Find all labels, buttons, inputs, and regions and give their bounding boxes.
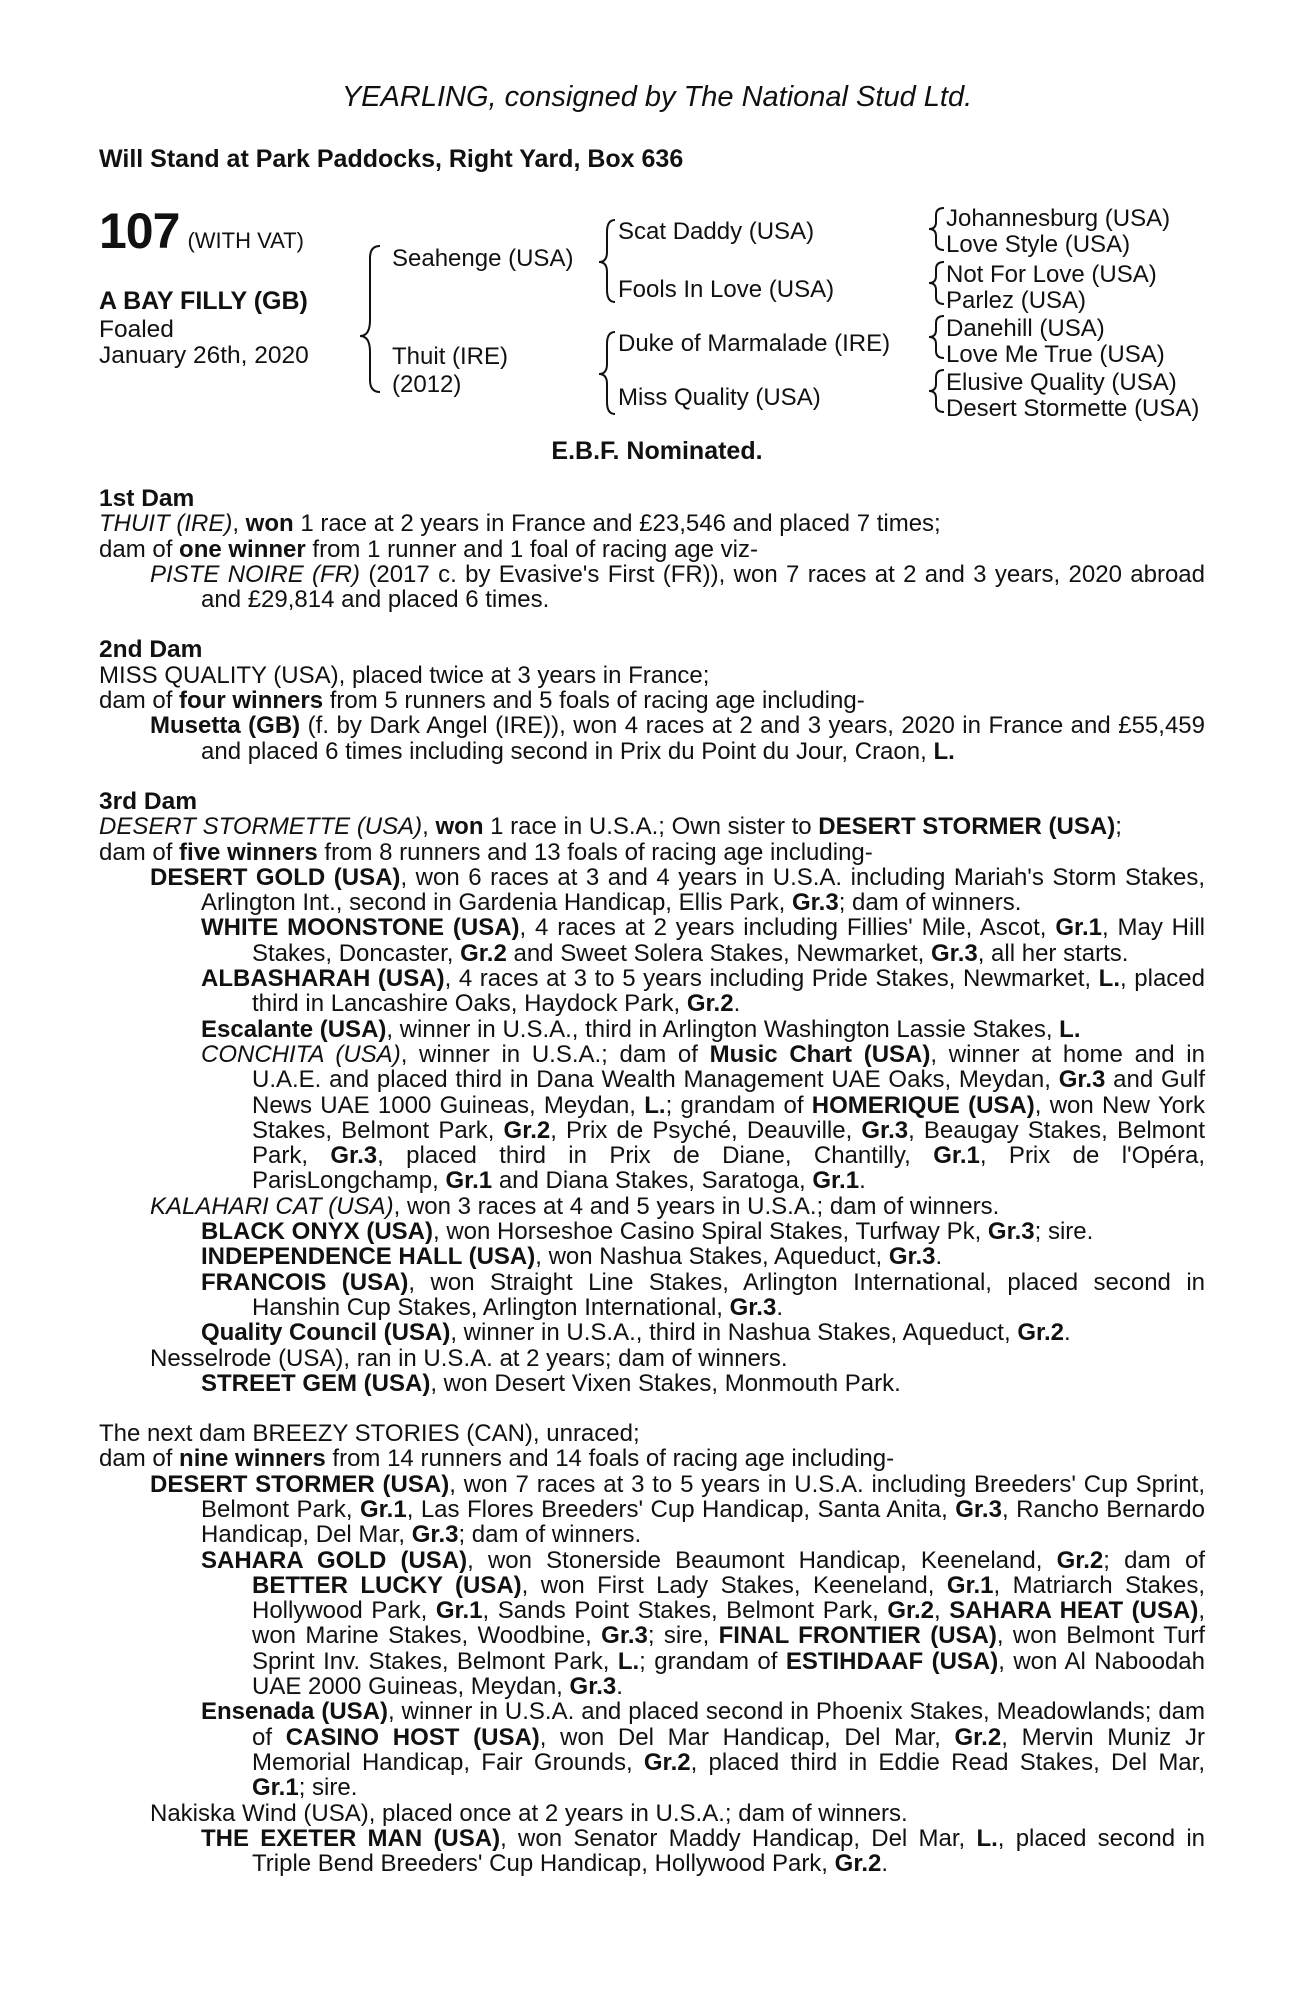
bold-text: Music Chart (USA) (709, 1040, 931, 1068)
horse-bold: DESERT STORMER (USA) (150, 1470, 450, 1498)
produce-entry: Nesselrode (USA), ran in U.S.A. at 2 years; dam of winners. (150, 1344, 788, 1372)
text: , won First Lady Stakes, Keeneland, (521, 1571, 947, 1599)
next-dam-line: The next dam BREEZY STORIES (CAN), unraced; (99, 1420, 640, 1448)
text: , Beaugay Stakes, Belmont Park, (252, 1116, 1206, 1170)
produce-entry (201, 1320, 1205, 1345)
horse-bold: ALBASHARAH (USA) (201, 965, 445, 993)
bold-text: Gr.3 (569, 1673, 617, 1701)
bold-text: four winners (179, 687, 324, 715)
horse-italic: CONCHITA (USA) (201, 1040, 401, 1068)
third-dam-line (99, 814, 1205, 839)
text: . (859, 1167, 866, 1195)
produce-entry (201, 1244, 1205, 1269)
dam-name: Thuit (IRE) (392, 343, 509, 370)
text: , won Del Mar Handicap, Del Mar, (539, 1723, 955, 1751)
horse-bold: FRANCOIS (USA) (201, 1268, 409, 1296)
dam-dam: Miss Quality (USA) (618, 384, 821, 411)
bold-text: DESERT STORMER (USA) (818, 813, 1116, 841)
text: ; dam of (1103, 1546, 1205, 1574)
text: , winner in U.S.A., third in Arlington Washington Lassie Stakes, (386, 1015, 1060, 1043)
text: , won Horseshoe Casino Spiral Stakes, Turfway Pk, (433, 1218, 988, 1246)
text: ; (1115, 813, 1122, 841)
bold-text: Gr.3 (888, 1243, 936, 1271)
text: from 14 runners and 14 foals of racing age including- (325, 1445, 895, 1473)
horse-name: A BAY FILLY (GB) (99, 287, 308, 315)
horse-bold: Musetta (GB) (150, 712, 301, 740)
text: , Prix de l'Opéra, ParisLongchamp, (252, 1142, 1205, 1195)
dam-year: (2012) (392, 371, 462, 398)
text: , winner in U.S.A., third in Nashua Stakes, Aqueduct, (450, 1319, 1018, 1347)
bold-text: Gr.2 (834, 1850, 882, 1878)
bold-text: HOMERIQUE (USA) (811, 1091, 1035, 1119)
bold-text: Gr.3 (791, 889, 839, 917)
text: , Rancho Bernardo Handicap, Del Mar, (201, 1495, 1205, 1549)
text: , Las Flores Breeders' Cup Handicap, Santa Anita, (406, 1495, 956, 1523)
horse-bold: BLACK ONYX (USA) (201, 1218, 433, 1246)
produce-entry (201, 1017, 1205, 1042)
produce-entry (150, 865, 1205, 916)
bold-text: BETTER LUCKY (USA) (252, 1571, 522, 1599)
horse-bold: SAHARA GOLD (USA) (201, 1546, 468, 1574)
bold-text: L. (1098, 965, 1120, 993)
text: , Mervin Muniz Jr Memorial Handicap, Fair Grounds, (252, 1723, 1205, 1776)
bold-text: Gr.3 (1058, 1066, 1106, 1094)
produce-entry (201, 1371, 1205, 1396)
text: , won Belmont Turf Sprint Inv. Stakes, Belmont Park, (252, 1622, 1206, 1675)
ggd-4: Desert Stormette (USA) (946, 395, 1200, 422)
text: , all her starts. (977, 939, 1129, 967)
text: from 8 runners and 13 foals of racing age including- (317, 838, 873, 866)
horse-bold: Ensenada (USA) (201, 1698, 388, 1726)
text: from 5 runners and 5 foals of racing age including- (323, 687, 865, 715)
text: and Gulf News UAE 1000 Guineas, Meydan, (252, 1066, 1205, 1119)
horse-bold: Escalante (USA) (201, 1015, 387, 1043)
text: , winner at home and in U.A.E. and placed third in Dana Wealth Management UAE Oaks, Meydan, (252, 1040, 1205, 1094)
bold-text: SAHARA HEAT (USA) (949, 1597, 1199, 1625)
produce-entry (150, 1194, 1205, 1219)
bold-text: Gr.3 (931, 939, 978, 967)
bold-text: Gr.2 (1017, 1319, 1065, 1347)
next-dam-produce (99, 1446, 1205, 1471)
foaled-date: January 26th, 2020 (99, 342, 309, 369)
text: , placed second in Triple Bend Breeders' Cup Handicap, Hollywood Park, (252, 1824, 1206, 1878)
text: , won Al Naboodah UAE 2000 Guineas, Meydan, (252, 1647, 1205, 1701)
text: , 4 races at 3 to 5 years including Pride Stakes, Newmarket, (444, 965, 1099, 993)
bold-text: won (245, 510, 294, 538)
text: and Diana Stakes, Saratoga, (492, 1167, 813, 1195)
sire-sire: Scat Daddy (USA) (618, 218, 815, 245)
bold-text: Gr.2 (460, 939, 507, 967)
text: . (733, 990, 741, 1018)
text: , (934, 1597, 950, 1625)
bold-text: nine winners (179, 1445, 326, 1473)
text: ; sire. (1034, 1218, 1094, 1246)
lot-number: 107 (99, 203, 180, 259)
text: dam of (99, 1445, 180, 1473)
bold-text: Gr.3 (601, 1622, 648, 1650)
horse-bold: INDEPENDENCE HALL (USA) (201, 1243, 536, 1271)
produce-entry (201, 1270, 1205, 1321)
text: , (232, 510, 246, 538)
produce-entry: Nakiska Wind (USA), placed once at 2 years in U.S.A.; dam of winners. (150, 1799, 908, 1827)
text: ; dam of winners. (838, 889, 1022, 917)
text: , won Marine Stakes, Woodbine, (252, 1597, 1205, 1650)
text: . (1064, 1319, 1071, 1347)
horse-italic: KALAHARI CAT (USA) (150, 1192, 394, 1220)
bold-text: Gr.3 (987, 1218, 1035, 1246)
text: , won Stonerside Beaumont Handicap, Keeneland, (467, 1546, 1057, 1574)
text: . (616, 1673, 623, 1701)
bold-text: L. (976, 1824, 998, 1852)
bold-text: CASINO HOST (USA) (285, 1723, 540, 1751)
bold-text: Gr.3 (955, 1495, 1002, 1523)
produce-entry (201, 1042, 1205, 1194)
ggs-3: Danehill (USA) (946, 315, 1105, 342)
first-dam-produce (99, 537, 1205, 562)
text: (f. by Dark Angel (IRE)), won 4 races at 2 and 3 years, 2020 in France and £55,459 and placed 6 times including second in Prix du Point du Jour, Craon, (201, 712, 1205, 765)
horse-italic: PISTE NOIRE (FR) (150, 560, 361, 588)
bold-text: Gr.1 (445, 1167, 493, 1195)
bold-text: Gr.2 (954, 1723, 1002, 1751)
ggd-2: Parlez (USA) (946, 287, 1087, 314)
bold-text: Gr.1 (359, 1495, 407, 1523)
text: , winner in U.S.A.; dam of (400, 1040, 710, 1068)
bold-text: Gr.1 (1055, 914, 1103, 942)
bold-text: Gr.3 (411, 1521, 459, 1549)
first-dam-heading: 1st Dam (99, 485, 195, 512)
text: ; sire, (647, 1622, 719, 1650)
bold-text: one winner (179, 535, 306, 563)
ebf-nominated: E.B.F. Nominated. (551, 437, 763, 465)
produce-entry (201, 1548, 1205, 1700)
text: dam of (99, 687, 180, 715)
bold-text: Gr.2 (1056, 1546, 1104, 1574)
bold-text: Gr.3 (330, 1142, 378, 1170)
produce-entry (150, 562, 1205, 613)
text: . (881, 1850, 889, 1878)
text: (2017 c. by Evasive's First (FR)), won 7 races at 2 and 3 years, 2020 abroad and £29,814 and placed 6 times. (201, 560, 1205, 614)
bold-text: Gr.1 (933, 1142, 980, 1170)
bold-text: won (435, 813, 484, 841)
horse-bold: DESERT GOLD (USA) (150, 863, 401, 891)
bold-text: L. (933, 737, 955, 765)
text: . (935, 1243, 943, 1271)
ggs-1: Johannesburg (USA) (946, 205, 1171, 232)
ggs-2: Not For Love (USA) (946, 261, 1157, 288)
produce-entry (201, 915, 1205, 966)
text: , won New York Stakes, Belmont Park, (252, 1091, 1205, 1144)
text: , won 6 races at 3 and 4 years in U.S.A. including Mariah's Storm Stakes, Arlington Int., second in Gardenia Handicap, Ellis Park, (201, 863, 1206, 917)
bold-text: Gr.3 (861, 1116, 909, 1144)
horse-bold: WHITE MOONSTONE (USA) (201, 914, 520, 942)
bold-text: Gr.2 (643, 1748, 691, 1776)
text: dam of (99, 535, 180, 563)
text: from 1 runner and 1 foal of racing age viz- (305, 535, 758, 563)
vat-label: (WITH VAT) (187, 228, 304, 253)
text: ; sire. (298, 1774, 358, 1802)
produce-entry (150, 713, 1205, 764)
horse-bold: STREET GEM (USA) (201, 1369, 431, 1397)
text: ; dam of winners. (458, 1521, 642, 1549)
sire-name: Seahenge (USA) (392, 245, 574, 272)
second-dam-line: MISS QUALITY (USA), placed twice at 3 years in France; (99, 661, 710, 689)
dam-name-italic: THUIT (IRE) (99, 510, 233, 538)
bold-text: Gr.2 (503, 1116, 551, 1144)
page-header: YEARLING, consigned by The National Stud Ltd. (341, 81, 973, 113)
produce-entry (201, 1699, 1205, 1800)
third-dam-produce (99, 840, 1205, 865)
text: . (776, 1293, 783, 1321)
text: , (422, 813, 436, 841)
text: , 4 races at 2 years including Fillies' Mile, Ascot, (519, 914, 1056, 942)
bold-text: L. (644, 1091, 666, 1119)
ggs-4: Elusive Quality (USA) (946, 369, 1177, 396)
text: dam of (99, 838, 180, 866)
text: and Sweet Solera Stakes, Newmarket, (506, 939, 932, 967)
text: , placed third in Eddie Read Stakes, Del Mar, (690, 1748, 1205, 1776)
bold-text: L. (617, 1647, 640, 1675)
bold-text: Gr.1 (435, 1597, 483, 1625)
bold-text: ESTIHDAAF (USA) (785, 1647, 999, 1675)
produce-entry (201, 966, 1205, 1017)
ggd-3: Love Me True (USA) (946, 341, 1165, 368)
text: , won Desert Vixen Stakes, Monmouth Park. (430, 1369, 901, 1397)
text: , Sands Point Stakes, Belmont Park, (482, 1597, 888, 1625)
produce-entry (201, 1826, 1205, 1877)
stand-location: Will Stand at Park Paddocks, Right Yard, Box 636 (99, 145, 684, 173)
text: , May Hill Stakes, Doncaster, (252, 914, 1206, 967)
text: , placed third in Prix de Diane, Chantilly, (377, 1142, 934, 1170)
third-dam-heading: 3rd Dam (99, 787, 198, 815)
second-dam-heading: 2nd Dam (99, 636, 203, 664)
text: 1 race in U.S.A.; Own sister to (483, 813, 819, 841)
text: ; grandam of (665, 1091, 812, 1119)
bold-text: FINAL FRONTIER (USA) (718, 1622, 997, 1650)
bold-text: five winners (179, 838, 318, 866)
dam-sire: Duke of Marmalade (IRE) (618, 330, 891, 357)
text: , won Nashua Stakes, Aqueduct, (535, 1243, 889, 1271)
text: , Prix de Psyché, Deauville, (550, 1116, 862, 1144)
text: , winner in U.S.A. and placed second in Phoenix Stakes, Meadowlands; dam of (252, 1698, 1206, 1751)
text: , won 3 races at 4 and 5 years in U.S.A.; dam of winners. (393, 1192, 1000, 1220)
bold-text: Gr.3 (729, 1293, 777, 1321)
first-dam-line (99, 511, 1205, 536)
horse-bold: Quality Council (USA) (201, 1319, 451, 1347)
text: , won Senator Maddy Handicap, Del Mar, (500, 1824, 977, 1852)
ggd-1: Love Style (USA) (946, 231, 1131, 258)
text: , won 7 races at 3 to 5 years in U.S.A. including Breeders' Cup Sprint, Belmont Park, (201, 1470, 1205, 1523)
text: , Matriarch Stakes, Hollywood Park, (252, 1571, 1205, 1625)
dam-name-italic: DESERT STORMETTE (USA) (99, 813, 423, 841)
text: ; grandam of (639, 1647, 786, 1675)
horse-bold: THE EXETER MAN (USA) (201, 1824, 501, 1852)
produce-entry (201, 1219, 1205, 1244)
bold-text: Gr.1 (946, 1571, 994, 1599)
catalogue-body (99, 486, 1205, 1876)
bold-text: Gr.1 (812, 1167, 860, 1195)
sire-dam: Fools In Love (USA) (618, 276, 835, 303)
text: , placed third in Lancashire Oaks, Haydock Park, (252, 965, 1205, 1018)
text: 1 race at 2 years in France and £23,546 and placed 7 times; (293, 510, 941, 538)
bold-text: L. (1059, 1015, 1081, 1043)
bold-text: Gr.2 (686, 990, 734, 1018)
bold-text: Gr.2 (887, 1597, 935, 1625)
produce-entry (150, 1472, 1205, 1548)
foaled-label: Foaled (99, 316, 174, 343)
second-dam-produce (99, 688, 1205, 713)
text: , won Straight Line Stakes, Arlington International, placed second in Hanshin Cup Stakes, Arlington International, (252, 1268, 1205, 1321)
bold-text: Gr.1 (252, 1774, 299, 1802)
